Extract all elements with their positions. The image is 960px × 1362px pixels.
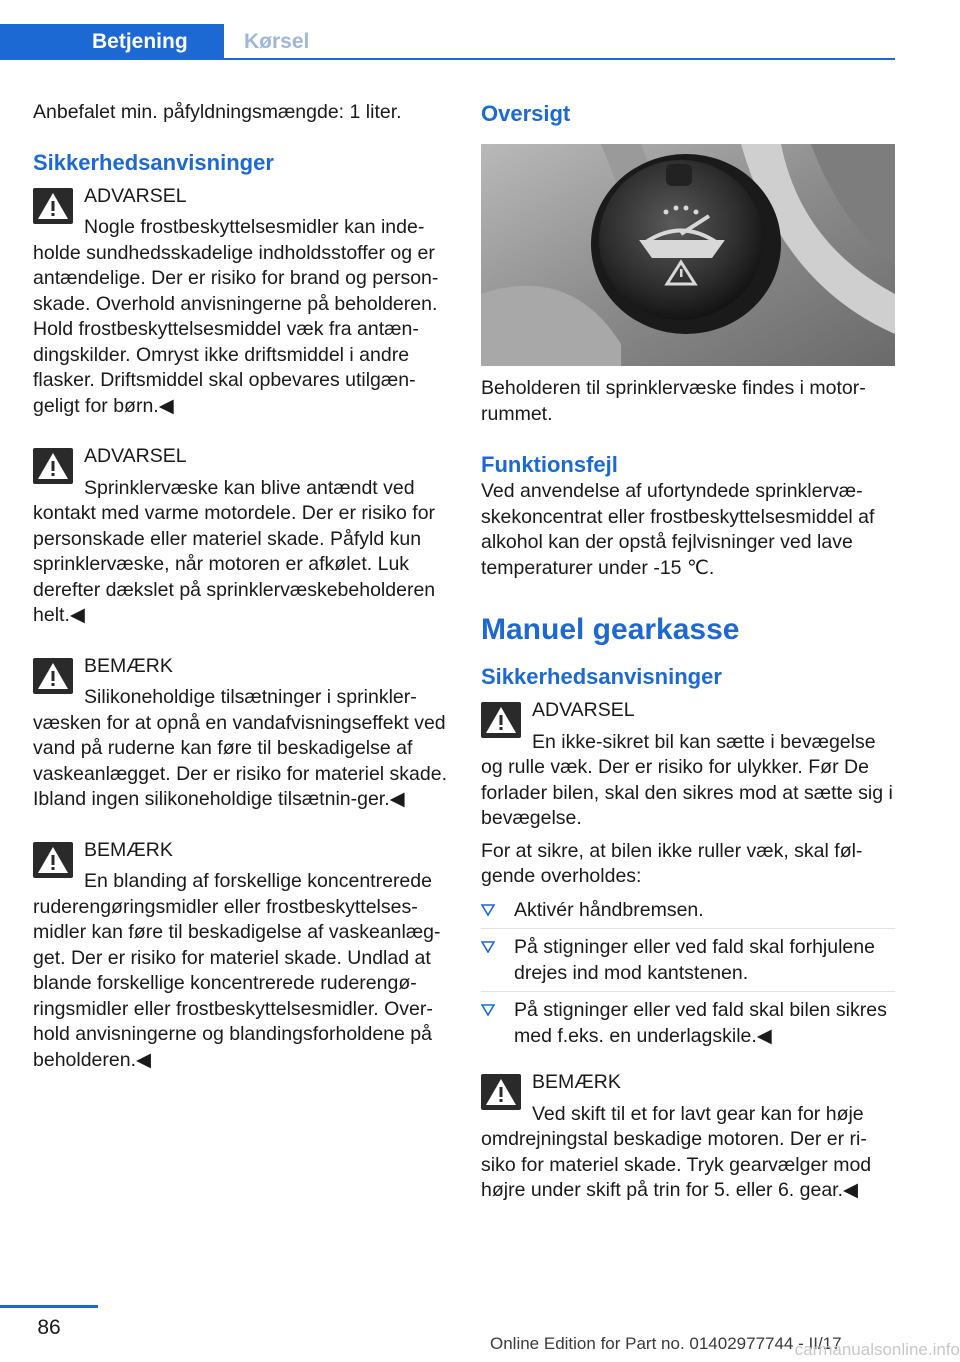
warning-triangle-icon bbox=[33, 448, 73, 484]
warning-title: ADVARSEL bbox=[84, 445, 187, 467]
warning-block bbox=[481, 698, 895, 832]
watermark-text: carmanualsonline.info bbox=[794, 1340, 960, 1359]
warning-text: holde sundhedsskadelige indholdsstoffer og er antændelige. Der er risiko for brand og person-skade. Overhold anvisningerne på beholderen. Hold frostbeskyttelsesmiddel væk fra antæn-dingskilder. Omryst ikke driftsmiddel i andre flasker. Driftsmiddel skal opbevares utilgæn-geligt for børn.◀ bbox=[33, 241, 439, 417]
photo-caption: Beholderen til sprinklervæske findes i motor-rummet. bbox=[481, 377, 866, 425]
fault-text: Ved anvendelse af ufortyndede sprinklervæ-skekoncentrat eller frostbeskyttelsesmiddel af alkohol kan der opstå fejlvisninger ved lave temperaturer under -15 ℃. bbox=[481, 480, 875, 579]
warning-triangle-icon bbox=[33, 842, 73, 878]
safety-heading: Sikkerhedsanvisninger bbox=[33, 149, 274, 175]
notice-block bbox=[481, 1070, 895, 1204]
tab-betjening[interactable]: Betjening bbox=[0, 24, 224, 60]
warning-block bbox=[33, 444, 448, 629]
warning-title: ADVARSEL bbox=[532, 699, 635, 721]
list-item-text: På stigninger eller ved fald skal forhjulene drejes ind mod kantstenen. bbox=[514, 936, 875, 984]
page-number: 86 bbox=[37, 1316, 61, 1339]
warning-triangle-icon bbox=[33, 658, 73, 694]
list-item-text: Aktivér håndbremsen. bbox=[514, 898, 704, 921]
warning-lead: En ikke-sikret bil kan sætte i bevægelse bbox=[532, 730, 876, 753]
notice-title: BEMÆRK bbox=[84, 838, 173, 861]
right-column bbox=[481, 100, 895, 1204]
warning-lead: Nogle frostbeskyttelsesmidler kan inde- bbox=[84, 216, 425, 238]
notice-text: væsken for at opnå en vandafvisningseffekt ved vand på ruderne kan føre til beskadigelse af vaskeanlægget. Der er risiko for materiel skade. Ibland ingen silikoneholdige tilsætnin-ger.◀ bbox=[33, 711, 448, 810]
washer-reservoir-photo bbox=[481, 144, 895, 366]
overview-heading: Oversigt bbox=[481, 101, 571, 126]
list-item bbox=[481, 929, 895, 992]
warning-text: og rulle væk. Der er risiko for ulykker. Før De forlader bilen, skal den sikres mod at sætte sig i bevægelse. bbox=[481, 756, 893, 829]
notice-lead: Ved skift til et for lavt gear kan for høje bbox=[532, 1102, 864, 1125]
notice-title: BEMÆRK bbox=[532, 1071, 621, 1093]
triangle-bullet-icon bbox=[481, 1004, 495, 1016]
secure-intro: For at sikre, at bilen ikke ruller væk, skal føl-gende overholdes: bbox=[481, 839, 863, 887]
warning-triangle-icon bbox=[481, 702, 521, 738]
notice-block bbox=[33, 838, 448, 1074]
notice-lead: Silikoneholdige tilsætninger i sprinkler- bbox=[84, 686, 417, 708]
warning-block bbox=[33, 184, 448, 420]
tab-korsel[interactable]: Kørsel bbox=[244, 30, 310, 53]
edition-text: Online Edition for Part no. 01402977744 - II/17 bbox=[490, 1334, 842, 1353]
warning-title: ADVARSEL bbox=[84, 184, 187, 207]
triangle-bullet-icon bbox=[481, 941, 495, 953]
fault-heading: Funktionsfejl bbox=[481, 452, 618, 477]
notice-text: ruderengøringsmidler eller frostbeskyttelses-midler kan føre til beskadigelse af vaskeanlæg-get. Der er risiko for materiel skade. Undlad at blande forskellige koncentrerede ruderengø-ringsmidler eller frostbeskyttelsesmidler. Over-hold anvisningerne og blandingsforholdene på beholderen.◀ bbox=[33, 895, 441, 1071]
warning-lead: Sprinklervæske kan blive antændt ved bbox=[84, 476, 415, 499]
list-item bbox=[481, 992, 895, 1054]
notice-title: BEMÆRK bbox=[84, 654, 173, 677]
chapter-tabbar bbox=[0, 0, 895, 64]
gearbox-safety-heading: Sikkerhedsanvisninger bbox=[481, 664, 722, 689]
left-column bbox=[33, 100, 448, 1073]
secure-steps-list bbox=[481, 892, 895, 1055]
triangle-bullet-icon bbox=[481, 904, 495, 916]
warning-text: kontakt med varme motordele. Der er risiko for personskade eller materiel skade. Påfyld kun sprinklervæske, når motoren er afkølet. Luk derefter dækslet på sprinklervæskebeholderen helt.◀ bbox=[33, 502, 436, 626]
notice-lead: En blanding af forskellige koncentrerede bbox=[84, 870, 432, 892]
notice-text: omdrejningstal beskadige motoren. Der er ri-siko for materiel skade. Tryk gearvælger mod højre under skift på trin for 5. eller 6. gear.◀ bbox=[481, 1128, 872, 1201]
warning-triangle-icon bbox=[33, 188, 73, 224]
notice-block bbox=[33, 654, 448, 813]
footer-accent-line bbox=[0, 1305, 98, 1308]
fill-amount-text: Anbefalet min. påfyldningsmængde: 1 liter. bbox=[33, 101, 402, 123]
list-item bbox=[481, 892, 895, 930]
list-item-text: På stigninger eller ved fald skal bilen sikres med f.eks. en underlagskile.◀ bbox=[514, 999, 887, 1047]
section-title: Manuel gearkasse bbox=[481, 613, 740, 646]
warning-triangle-icon bbox=[481, 1074, 521, 1110]
